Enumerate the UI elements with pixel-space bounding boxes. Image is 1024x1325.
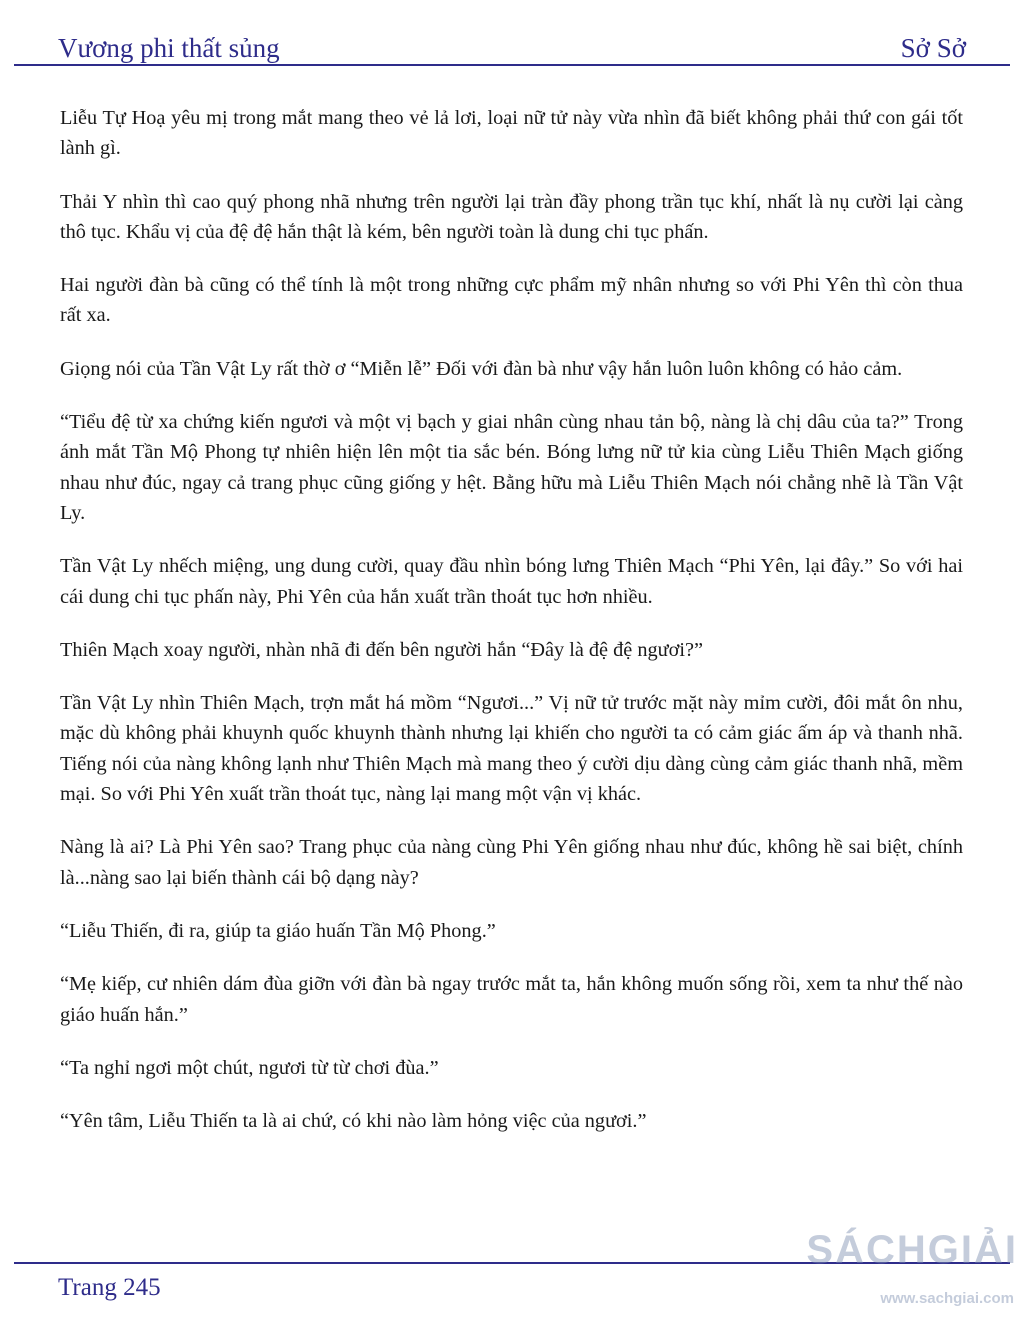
header-divider bbox=[14, 64, 1010, 66]
paragraph: “Yên tâm, Liễu Thiến ta là ai chứ, có khi nào làm hỏng việc của ngươi.” bbox=[60, 1110, 647, 1133]
paragraph: “Tiểu đệ từ xa chứng kiến ngươi và một vị bạch y giai nhân cùng nhau tản bộ, nàng là chị dâu của ta?” Trong ánh mắt Tần Mộ Phong tự nhiên hiện lên một tia sắc bén. Bóng lưng nữ tử kia cùng Liễu Thiên Mạch giống nhau như đúc, ngay cả trang phục cũng giống y hệt. Bằng hữu mà Liễu Thiên Mạch nói chẳng nhẽ là Tần Vật Ly. bbox=[60, 411, 963, 524]
paragraph: Liễu Tự Hoạ yêu mị trong mắt mang theo vẻ lả lơi, loại nữ tử này vừa nhìn đã biết không phải thứ con gái tốt lành gì. bbox=[60, 107, 963, 160]
paragraph: Tần Vật Ly nhìn Thiên Mạch, trợn mắt há mồm “Ngươi...” Vị nữ tử trước mặt này mỉm cười, đôi mắt ôn nhu, mặc dù không phải khuynh quốc khuynh thành nhưng lại khiến cho người ta có cảm giác ấm áp và thanh nhã. Tiếng nói của nàng không lạnh như Thiên Mạch mà mang theo ý cười dịu dàng cùng cảm giác thanh nhã, mềm mại. So với Phi Yên xuất trần thoát tục, nàng lại mang một vận vị khác. bbox=[60, 692, 963, 806]
paragraph: “Ta nghỉ ngơi một chút, ngươi từ từ chơi đùa.” bbox=[60, 1056, 439, 1079]
watermark-url: www.sachgiai.com bbox=[880, 1290, 1014, 1307]
book-title: Vương phi thất sủng bbox=[58, 33, 280, 63]
paragraph: Tần Vật Ly nhếch miệng, ung dung cười, quay đầu nhìn bóng lưng Thiên Mạch “Phi Yên, lại đây.” So với hai cái dung chi tục phấn này, Phi Yên của hắn xuất trần thoát tục hơn nhiều. bbox=[60, 555, 963, 608]
paragraph: Hai người đàn bà cũng có thể tính là một trong những cực phẩm mỹ nhân nhưng so với Phi Yên thì còn thua rất xa. bbox=[60, 274, 963, 327]
author-name: Sở Sở bbox=[900, 33, 966, 63]
paragraph: Thiên Mạch xoay người, nhàn nhã đi đến bên người hắn “Đây là đệ đệ ngươi?” bbox=[60, 638, 703, 661]
paragraph: Thải Y nhìn thì cao quý phong nhã nhưng trên người lại tràn đầy phong trần tục khí, nhất là nụ cười lại càng thô tục. Khẩu vị của đệ đệ hắn thật là kém, bên người toàn là dung chi tục phấn. bbox=[60, 190, 963, 243]
paragraph: “Mẹ kiếp, cư nhiên dám đùa giỡn với đàn bà ngay trước mắt ta, hắn không muốn sống rồi, xem ta như thế nào giáo huấn hắn.” bbox=[60, 973, 963, 1026]
paragraph: Nàng là ai? Là Phi Yên sao? Trang phục của nàng cùng Phi Yên giống nhau như đúc, không hề sai biệt, chính là...nàng sao lại biến thành cái bộ dạng này? bbox=[60, 836, 963, 889]
paragraph: Giọng nói của Tần Vật Ly rất thờ ơ “Miễn lễ” Đối với đàn bà như vậy hắn luôn luôn không có hảo cảm. bbox=[60, 357, 903, 380]
page-body bbox=[60, 103, 963, 1159]
paragraph: “Liễu Thiến, đi ra, giúp ta giáo huấn Tần Mộ Phong.” bbox=[60, 919, 496, 942]
watermark-logo: SÁCHGIẢI bbox=[806, 1228, 1018, 1272]
page-number: Trang 245 bbox=[58, 1274, 161, 1301]
watermark bbox=[808, 1224, 1018, 1319]
page-header bbox=[58, 24, 966, 64]
